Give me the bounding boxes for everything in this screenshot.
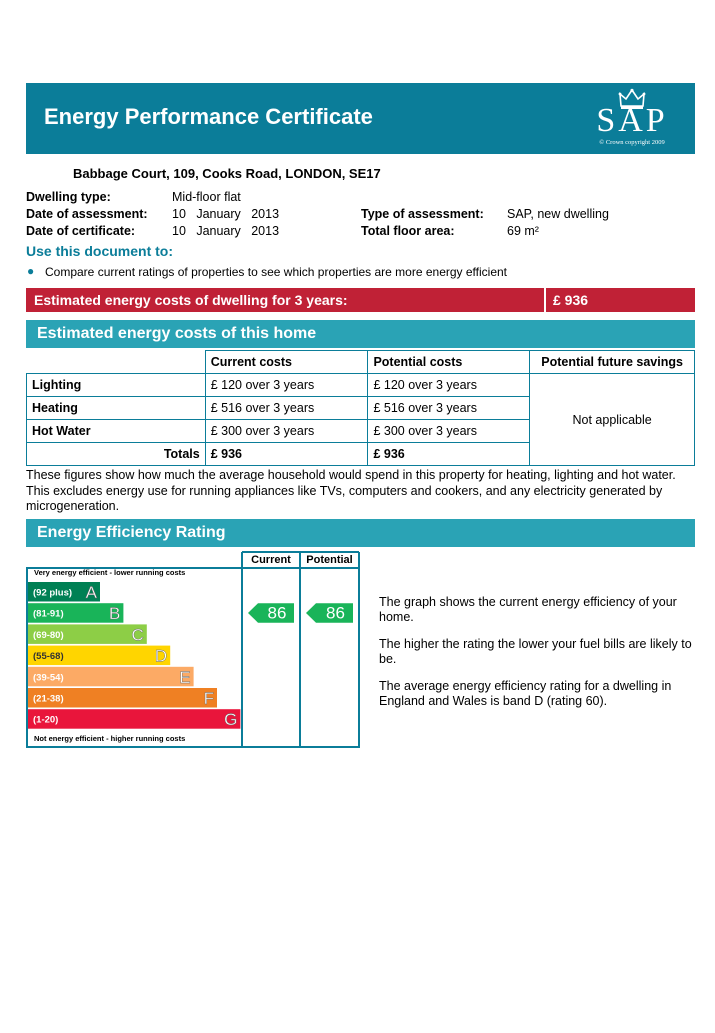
efficiency-rating-graph bbox=[26, 550, 362, 750]
total-current: £ 936 bbox=[205, 443, 368, 466]
costs-note: These figures show how much the average household would spend in this property for heating, lighting and hot water. This excludes energy use for running appliances like TVs, computers and cookers, and any electricity generated by microgeneration. bbox=[26, 468, 676, 513]
table-row bbox=[27, 374, 695, 397]
totals-label: Totals bbox=[27, 443, 206, 466]
estimated-costs-bar bbox=[26, 288, 695, 312]
header-future-savings: Potential future savings bbox=[530, 351, 695, 374]
dwelling-type-label: Dwelling type: bbox=[26, 190, 111, 204]
heating-current: £ 516 over 3 years bbox=[205, 397, 368, 420]
band-letter: E bbox=[179, 667, 191, 687]
efficiency-section-header bbox=[26, 519, 695, 547]
use-document-title: Use this document to: bbox=[26, 243, 174, 259]
dwelling-type-value: Mid-floor flat bbox=[172, 190, 241, 204]
lighting-potential: £ 120 over 3 years bbox=[368, 374, 530, 397]
rating-explanation-1: The graph shows the current energy efficiency of your home. bbox=[379, 595, 677, 624]
header-current-costs: Current costs bbox=[205, 351, 368, 374]
estimated-costs-value: £ 936 bbox=[553, 292, 589, 308]
property-address: Babbage Court, 109, Cooks Road, LONDON, SE17 bbox=[73, 166, 381, 181]
bar-divider bbox=[544, 288, 546, 312]
current-rating-value: 86 bbox=[267, 603, 287, 623]
band-range-label: (81-91) bbox=[33, 608, 64, 620]
certificate-header bbox=[26, 83, 695, 154]
row-name-hot-water: Hot Water bbox=[27, 420, 206, 443]
copyright-note: © Crown copyright 2009 bbox=[599, 139, 665, 146]
use-document-item: Compare current ratings of properties to see which properties are more energy efficient bbox=[45, 265, 508, 279]
rating-explanation-3: The average energy efficiency rating for a dwelling in England and Wales is band D (rating 60). bbox=[379, 679, 672, 708]
bullet-icon: ● bbox=[27, 264, 35, 278]
band-letter: D bbox=[154, 646, 168, 666]
rating-explanation-2: The higher the rating the lower your fuel bills are likely to be. bbox=[379, 637, 692, 666]
assessment-date-label: Date of assessment: bbox=[26, 207, 148, 221]
efficient-scale-label: Very energy efficient - lower running costs bbox=[34, 568, 186, 577]
sap-logo-text: SAP bbox=[596, 102, 668, 139]
band-range-label: (92 plus) bbox=[33, 587, 73, 599]
assessment-type-label: Type of assessment: bbox=[361, 207, 484, 221]
heating-potential: £ 516 over 3 years bbox=[368, 397, 530, 420]
header-potential-costs: Potential costs bbox=[368, 351, 530, 374]
row-name-heating: Heating bbox=[27, 397, 206, 420]
band-letter: G bbox=[224, 710, 238, 730]
costs-section-title: Estimated energy costs of this home bbox=[37, 325, 317, 342]
band-range-label: (55-68) bbox=[33, 651, 64, 663]
band-letter: F bbox=[203, 689, 214, 708]
inefficient-scale-label: Not energy efficient - higher running costs bbox=[34, 734, 186, 743]
band-range-label: (21-38) bbox=[33, 693, 64, 705]
costs-section-header bbox=[26, 320, 695, 348]
rating-chart bbox=[26, 550, 362, 750]
band-range-label: (39-54) bbox=[33, 672, 64, 684]
floor-area-value: 69 m² bbox=[507, 224, 539, 238]
potential-rating-value: 86 bbox=[326, 603, 345, 623]
hot-water-current: £ 300 over 3 years bbox=[205, 420, 368, 443]
band-letter: B bbox=[109, 604, 121, 624]
certificate-date-value: 10 January 2013 bbox=[172, 224, 280, 238]
costs-header-blank bbox=[27, 351, 206, 374]
certificate-title: Energy Performance Certificate bbox=[44, 104, 373, 129]
band-range-label: (1-20) bbox=[33, 714, 59, 726]
lighting-current: £ 120 over 3 years bbox=[205, 374, 368, 397]
sap-logo bbox=[586, 87, 678, 149]
savings-value: Not applicable bbox=[530, 374, 695, 466]
row-name-lighting: Lighting bbox=[27, 374, 206, 397]
hot-water-potential: £ 300 over 3 years bbox=[368, 420, 530, 443]
assessment-date-value: 10 January 2013 bbox=[172, 207, 280, 221]
band-letter: A bbox=[85, 583, 97, 602]
potential-column-label: Potential bbox=[306, 554, 353, 566]
estimated-costs-label: Estimated energy costs of dwelling for 3 years: bbox=[34, 292, 348, 308]
assessment-type-value: SAP, new dwelling bbox=[507, 207, 609, 221]
certificate-date-label: Date of certificate: bbox=[26, 224, 136, 238]
rating-band-g bbox=[28, 709, 240, 729]
current-column-label: Current bbox=[251, 554, 291, 566]
costs-table bbox=[26, 350, 695, 466]
band-letter: C bbox=[131, 625, 144, 645]
efficiency-section-title: Energy Efficiency Rating bbox=[37, 524, 226, 541]
total-potential: £ 936 bbox=[368, 443, 530, 466]
floor-area-label: Total floor area: bbox=[361, 224, 455, 238]
band-range-label: (69-80) bbox=[33, 629, 64, 641]
